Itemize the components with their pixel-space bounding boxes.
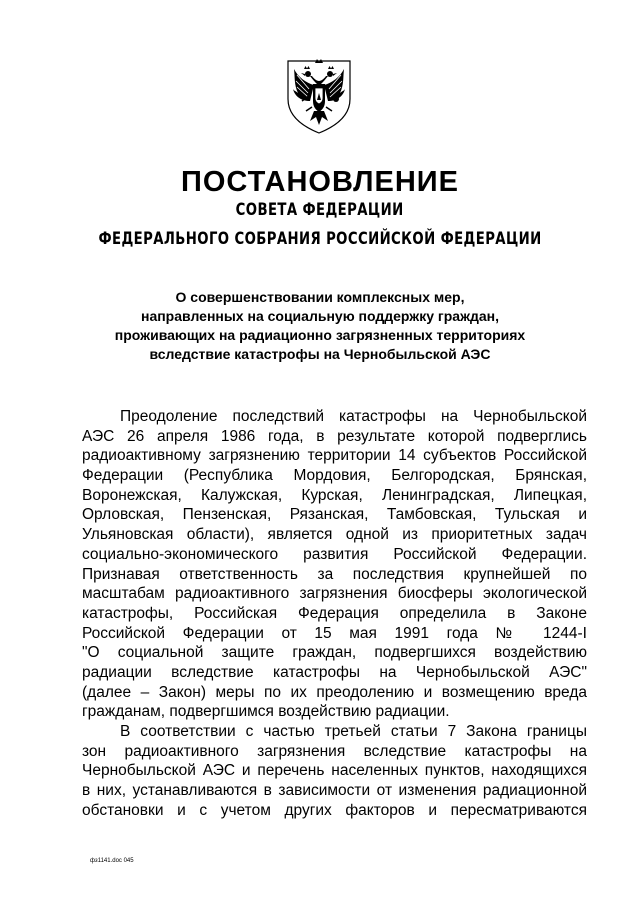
body-line: В соответствии с частью третьей статьи 7 Закона границы [120,723,587,740]
body-line: радиоактивному загрязнению территории 14 субъектов Российской [82,447,587,465]
body-line: зон радиоактивного загрязнения вследствие катастрофы на [82,742,587,760]
issuer-line-1: СОВЕТА ФЕДЕРАЦИИ [236,200,404,220]
body-line: Ульяновская области), является одной из приоритетных задач [82,526,587,544]
body-line: АЭС 26 апреля 1986 года, в результате которой подверглись [82,427,587,445]
issuer-line-2: ФЕДЕРАЛЬНОГО СОБРАНИЯ РОССИЙСКОЙ ФЕДЕРАЦИИ [98,229,542,249]
heading-line: вследствие катастрофы на Чернобыльской АЭС [149,346,491,362]
body-line: Федерации (Республика Мордовия, Белгородская, Брянская, [82,467,587,485]
body-line: Орловская, Пензенская, Рязанская, Тамбовская, Тульская и [82,506,587,524]
body-line: радиации вследствие катастрофы на Чернобыльской АЭС" [82,663,587,681]
body-line: Российской Федерации от 15 мая 1991 года № 1244-I [82,624,587,642]
russian-coat-of-arms-emblem [284,55,354,135]
resolution-heading [60,288,580,364]
body-line: Чернобыльской АЭС и перечень населенных пунктов, находящихся [82,762,587,780]
heading-line: О совершенствовании комплексных мер, [175,289,465,305]
body-line: Преодоление последствий катастрофы на Чернобыльской [120,408,587,425]
heading-line: проживающих на радиационно загрязненных территориях [114,327,526,343]
body-line: Признавая ответственность за последствия крупнейшей по [82,565,587,583]
body-text [82,407,587,820]
body-line: обстановки и с учетом других факторов и пересматриваются [82,801,587,819]
file-reference: фз1141.doc 045 [90,858,134,864]
body-line: (далее – Закон) меры по их преодолению и возмещению вреда [82,683,587,701]
body-line: катастрофы, Российская Федерация определила в Законе [82,604,587,622]
body-line: Воронежская, Калужская, Курская, Ленинградская, Липецкая, [82,486,587,504]
body-line: социально-экономического развития Российской Федерации. [82,545,587,563]
body-line: "О социальной защите граждан, подвергшихся воздействию [82,644,587,662]
body-line: в них, устанавливаются в зависимости от изменения радиационной [82,782,587,800]
document-title: ПОСТАНОВЛЕНИЕ [181,166,459,198]
heading-line: направленных на социальную поддержку граждан, [140,308,500,324]
body-line: масштабам радиоактивного загрязнения биосферы экологической [82,585,587,603]
body-line: гражданам, подвергшимся воздействию радиации. [82,703,450,721]
